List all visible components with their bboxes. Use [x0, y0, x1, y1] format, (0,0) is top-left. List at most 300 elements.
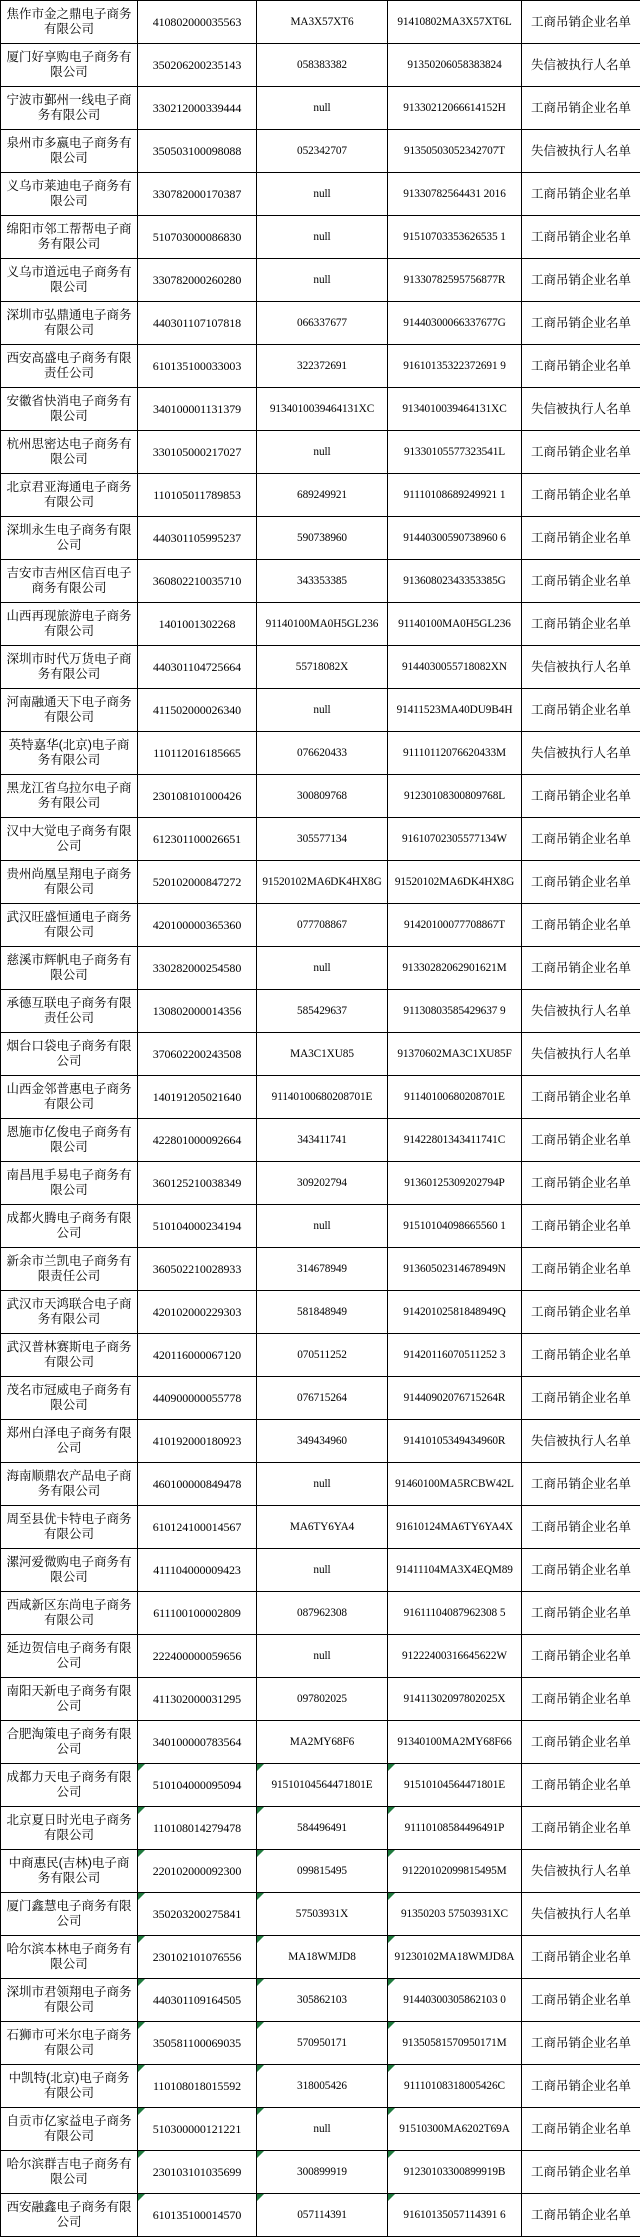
table-row[interactable] [1, 1635, 640, 1678]
cell-unified-social-credit-code[interactable]: 9134010039464131XC [388, 388, 522, 431]
cell-organization-code[interactable]: MA2MY68F6 [257, 1721, 388, 1764]
cell-organization-code[interactable]: null [257, 431, 388, 474]
cell-registration-number[interactable]: 411502000026340 [138, 689, 257, 732]
cell-organization-code[interactable]: 097802025 [257, 1678, 388, 1721]
table-row[interactable] [1, 947, 640, 990]
cell-company-name[interactable]: 茂名市冠威电子商务有限公司 [1, 1377, 138, 1420]
table-row[interactable] [1, 1592, 640, 1635]
cell-company-name[interactable]: 西安融鑫电子商务有限公司 [1, 2194, 138, 2237]
cell-organization-code[interactable]: 066337677 [257, 302, 388, 345]
cell-unified-social-credit-code[interactable]: 91411523MA40DU9B4H [388, 689, 522, 732]
cell-organization-code[interactable]: null [257, 947, 388, 990]
cell-organization-code[interactable]: 314678949 [257, 1248, 388, 1291]
cell-unified-social-credit-code[interactable]: 91330282062901621M [388, 947, 522, 990]
cell-registration-number[interactable]: 330105000217027 [138, 431, 257, 474]
cell-company-name[interactable]: 中凯特(北京)电子商务有限公司 [1, 2065, 138, 2108]
cell-organization-code[interactable]: 305577134 [257, 818, 388, 861]
cell-list-type[interactable]: 工商吊销企业名单 [522, 2151, 640, 2194]
cell-unified-social-credit-code[interactable]: 91520102MA6DK4HX8G [388, 861, 522, 904]
table-row[interactable] [1, 1205, 640, 1248]
cell-organization-code[interactable]: null [257, 87, 388, 130]
table-row[interactable] [1, 216, 640, 259]
cell-unified-social-credit-code[interactable]: 91411302097802025X [388, 1678, 522, 1721]
cell-registration-number[interactable]: 230108101000426 [138, 775, 257, 818]
table-row[interactable] [1, 1377, 640, 1420]
cell-list-type[interactable]: 工商吊销企业名单 [522, 173, 640, 216]
cell-unified-social-credit-code[interactable]: 9144030055718082XN [388, 646, 522, 689]
cell-unified-social-credit-code[interactable]: 91420116070511252 3 [388, 1334, 522, 1377]
cell-company-name[interactable]: 哈尔滨群吉电子商务有限公司 [1, 2151, 138, 2194]
cell-company-name[interactable]: 西安高盛电子商务有限责任公司 [1, 345, 138, 388]
table-row[interactable] [1, 818, 640, 861]
cell-organization-code[interactable]: null [257, 173, 388, 216]
table-row[interactable] [1, 1807, 640, 1850]
cell-unified-social-credit-code[interactable]: 91350503052342707T [388, 130, 522, 173]
cell-company-name[interactable]: 承德互联电子商务有限责任公司 [1, 990, 138, 1033]
cell-registration-number[interactable]: 440900000055778 [138, 1377, 257, 1420]
cell-list-type[interactable]: 失信被执行人名单 [522, 44, 640, 87]
table-row[interactable] [1, 2151, 640, 2194]
cell-list-type[interactable]: 工商吊销企业名单 [522, 2108, 640, 2151]
cell-organization-code[interactable]: null [257, 1463, 388, 1506]
cell-organization-code[interactable]: 052342707 [257, 130, 388, 173]
cell-unified-social-credit-code[interactable]: 91440300590738960 6 [388, 517, 522, 560]
cell-registration-number[interactable]: 110105011789853 [138, 474, 257, 517]
cell-unified-social-credit-code[interactable]: 91410105349434960R [388, 1420, 522, 1463]
cell-list-type[interactable]: 工商吊销企业名单 [522, 1764, 640, 1807]
cell-company-name[interactable]: 中商惠民(吉林)电子商务有限公司 [1, 1850, 138, 1893]
cell-company-name[interactable]: 深圳市君领翔电子商务有限公司 [1, 1979, 138, 2022]
cell-company-name[interactable]: 哈尔滨本林电子商务有限公司 [1, 1936, 138, 1979]
cell-unified-social-credit-code[interactable]: 91130803585429637 9 [388, 990, 522, 1033]
cell-organization-code[interactable]: null [257, 259, 388, 302]
table-row[interactable] [1, 2194, 640, 2237]
cell-registration-number[interactable]: 222400000059656 [138, 1635, 257, 1678]
table-row[interactable] [1, 1162, 640, 1205]
cell-list-type[interactable]: 工商吊销企业名单 [522, 1979, 640, 2022]
cell-unified-social-credit-code[interactable]: 91330782595756877R [388, 259, 522, 302]
table-row[interactable] [1, 990, 640, 1033]
cell-company-name[interactable]: 吉安市吉州区信百电子商务有限公司 [1, 560, 138, 603]
cell-company-name[interactable]: 南昌甩手易电子商务有限公司 [1, 1162, 138, 1205]
cell-company-name[interactable]: 慈溪市辉帆电子商务有限公司 [1, 947, 138, 990]
cell-company-name[interactable]: 海南顺鼎农产品电子商务有限公司 [1, 1463, 138, 1506]
cell-unified-social-credit-code[interactable]: 91230108300809768L [388, 775, 522, 818]
cell-company-name[interactable]: 黑龙江省乌拉尔电子商务有限公司 [1, 775, 138, 818]
cell-registration-number[interactable]: 360125210038349 [138, 1162, 257, 1205]
cell-organization-code[interactable]: MA18WMJD8 [257, 1936, 388, 1979]
cell-unified-social-credit-code[interactable]: 91360125309202794P [388, 1162, 522, 1205]
cell-company-name[interactable]: 英特嘉华(北京)电子商务有限公司 [1, 732, 138, 775]
table-row[interactable] [1, 1463, 640, 1506]
cell-unified-social-credit-code[interactable]: 91360802343353385G [388, 560, 522, 603]
cell-list-type[interactable]: 失信被执行人名单 [522, 732, 640, 775]
cell-company-name[interactable]: 恩施市亿俊电子商务有限公司 [1, 1119, 138, 1162]
cell-registration-number[interactable]: 370602200243508 [138, 1033, 257, 1076]
cell-organization-code[interactable]: 070511252 [257, 1334, 388, 1377]
cell-unified-social-credit-code[interactable]: 91510104098665560 1 [388, 1205, 522, 1248]
table-row[interactable] [1, 130, 640, 173]
cell-registration-number[interactable]: 360502210028933 [138, 1248, 257, 1291]
cell-registration-number[interactable]: 140191205021640 [138, 1076, 257, 1119]
cell-organization-code[interactable]: 058383382 [257, 44, 388, 87]
table-row[interactable] [1, 1764, 640, 1807]
cell-unified-social-credit-code[interactable]: 91610124MA6TY6YA4X [388, 1506, 522, 1549]
cell-company-name[interactable]: 北京夏日时光电子商务有限公司 [1, 1807, 138, 1850]
cell-unified-social-credit-code[interactable]: 91440300305862103 0 [388, 1979, 522, 2022]
cell-company-name[interactable]: 南阳天新电子商务有限公司 [1, 1678, 138, 1721]
cell-unified-social-credit-code[interactable]: 91510104564471801E [388, 1764, 522, 1807]
cell-registration-number[interactable]: 350206200235143 [138, 44, 257, 87]
cell-company-name[interactable]: 漯河爱微购电子商务有限公司 [1, 1549, 138, 1592]
cell-list-type[interactable]: 工商吊销企业名单 [522, 431, 640, 474]
cell-unified-social-credit-code[interactable]: 91420102581848949Q [388, 1291, 522, 1334]
cell-company-name[interactable]: 武汉旺盛恒通电子商务有限公司 [1, 904, 138, 947]
cell-organization-code[interactable]: 91520102MA6DK4HX8G [257, 861, 388, 904]
table-row[interactable] [1, 603, 640, 646]
cell-registration-number[interactable]: 610135100014570 [138, 2194, 257, 2237]
cell-organization-code[interactable]: null [257, 1635, 388, 1678]
cell-registration-number[interactable]: 360802210035710 [138, 560, 257, 603]
cell-unified-social-credit-code[interactable]: 91230103300899919B [388, 2151, 522, 2194]
cell-registration-number[interactable]: 420102000229303 [138, 1291, 257, 1334]
cell-registration-number[interactable]: 610124100014567 [138, 1506, 257, 1549]
cell-organization-code[interactable]: 55718082X [257, 646, 388, 689]
cell-organization-code[interactable]: MA3X57XT6 [257, 1, 388, 44]
table-row[interactable] [1, 2108, 640, 2151]
cell-company-name[interactable]: 西咸新区东尚电子商务有限公司 [1, 1592, 138, 1635]
cell-registration-number[interactable]: 110108014279478 [138, 1807, 257, 1850]
cell-registration-number[interactable]: 410802000035563 [138, 1, 257, 44]
cell-list-type[interactable]: 工商吊销企业名单 [522, 861, 640, 904]
table-row[interactable] [1, 1893, 640, 1936]
cell-list-type[interactable]: 工商吊销企业名单 [522, 345, 640, 388]
table-row[interactable] [1, 1119, 640, 1162]
cell-company-name[interactable]: 烟台口袋电子商务有限公司 [1, 1033, 138, 1076]
cell-registration-number[interactable]: 410192000180923 [138, 1420, 257, 1463]
cell-organization-code[interactable]: null [257, 689, 388, 732]
cell-unified-social-credit-code[interactable]: 91610135057114391 6 [388, 2194, 522, 2237]
cell-company-name[interactable]: 汉中大觉电子商务有限公司 [1, 818, 138, 861]
cell-unified-social-credit-code[interactable]: 91140100MA0H5GL236 [388, 603, 522, 646]
cell-unified-social-credit-code[interactable]: 91420100077708867T [388, 904, 522, 947]
cell-unified-social-credit-code[interactable]: 91110108584496491P [388, 1807, 522, 1850]
cell-company-name[interactable]: 泉州市多嬴电子商务有限公司 [1, 130, 138, 173]
cell-unified-social-credit-code[interactable]: 91460100MA5RCBW42L [388, 1463, 522, 1506]
cell-company-name[interactable]: 深圳永生电子商务有限公司 [1, 517, 138, 560]
table-row[interactable] [1, 173, 640, 216]
cell-list-type[interactable]: 工商吊销企业名单 [522, 1549, 640, 1592]
cell-registration-number[interactable]: 440301104725664 [138, 646, 257, 689]
cell-registration-number[interactable]: 340100001131379 [138, 388, 257, 431]
cell-list-type[interactable]: 工商吊销企业名单 [522, 1205, 640, 1248]
cell-list-type[interactable]: 工商吊销企业名单 [522, 818, 640, 861]
cell-list-type[interactable]: 工商吊销企业名单 [522, 1248, 640, 1291]
cell-unified-social-credit-code[interactable]: 91140100680208701E [388, 1076, 522, 1119]
cell-organization-code[interactable]: 590738960 [257, 517, 388, 560]
table-row[interactable] [1, 474, 640, 517]
table-row[interactable] [1, 1506, 640, 1549]
cell-organization-code[interactable]: 076715264 [257, 1377, 388, 1420]
cell-unified-social-credit-code[interactable]: 91422801343411741C [388, 1119, 522, 1162]
cell-list-type[interactable]: 工商吊销企业名单 [522, 1, 640, 44]
cell-company-name[interactable]: 郑州白泽电子商务有限公司 [1, 1420, 138, 1463]
cell-list-type[interactable]: 失信被执行人名单 [522, 1420, 640, 1463]
cell-unified-social-credit-code[interactable]: 91510703353626535 1 [388, 216, 522, 259]
table-row[interactable] [1, 1420, 640, 1463]
table-row[interactable] [1, 1678, 640, 1721]
cell-registration-number[interactable]: 510703000086830 [138, 216, 257, 259]
cell-organization-code[interactable]: 585429637 [257, 990, 388, 1033]
cell-unified-social-credit-code[interactable]: 91330105577323541L [388, 431, 522, 474]
cell-organization-code[interactable]: 318005426 [257, 2065, 388, 2108]
cell-registration-number[interactable]: 330212000339444 [138, 87, 257, 130]
cell-company-name[interactable]: 厦门鑫慧电子商务有限公司 [1, 1893, 138, 1936]
table-row[interactable] [1, 517, 640, 560]
cell-unified-social-credit-code[interactable]: 91350206058383824 [388, 44, 522, 87]
cell-list-type[interactable]: 工商吊销企业名单 [522, 1635, 640, 1678]
cell-unified-social-credit-code[interactable]: 91220102099815495M [388, 1850, 522, 1893]
table-row[interactable] [1, 1936, 640, 1979]
cell-unified-social-credit-code[interactable]: 91330212066614152H [388, 87, 522, 130]
cell-registration-number[interactable]: 612301100026651 [138, 818, 257, 861]
table-row[interactable] [1, 1334, 640, 1377]
cell-company-name[interactable]: 武汉普林赛斯电子商务有限公司 [1, 1334, 138, 1377]
cell-company-name[interactable]: 河南融通天下电子商务有限公司 [1, 689, 138, 732]
cell-registration-number[interactable]: 611100100002809 [138, 1592, 257, 1635]
cell-organization-code[interactable]: 584496491 [257, 1807, 388, 1850]
cell-unified-social-credit-code[interactable]: 91410802MA3X57XT6L [388, 1, 522, 44]
cell-list-type[interactable]: 工商吊销企业名单 [522, 2065, 640, 2108]
cell-registration-number[interactable]: 422801000092664 [138, 1119, 257, 1162]
cell-list-type[interactable]: 工商吊销企业名单 [522, 1463, 640, 1506]
cell-company-name[interactable]: 深圳市弘鼎通电子商务有限公司 [1, 302, 138, 345]
cell-list-type[interactable]: 失信被执行人名单 [522, 1033, 640, 1076]
cell-unified-social-credit-code[interactable]: 91330782564431 2016 [388, 173, 522, 216]
cell-list-type[interactable]: 工商吊销企业名单 [522, 1721, 640, 1764]
table-row[interactable] [1, 560, 640, 603]
table-row[interactable] [1, 259, 640, 302]
cell-list-type[interactable]: 工商吊销企业名单 [522, 517, 640, 560]
cell-company-name[interactable]: 北京君亚海通电子商务有限公司 [1, 474, 138, 517]
cell-unified-social-credit-code[interactable]: 91110108689249921 1 [388, 474, 522, 517]
table-row[interactable] [1, 302, 640, 345]
table-row[interactable] [1, 1721, 640, 1764]
cell-organization-code[interactable]: 322372691 [257, 345, 388, 388]
cell-list-type[interactable]: 工商吊销企业名单 [522, 560, 640, 603]
cell-company-name[interactable]: 延边贺信电子商务有限公司 [1, 1635, 138, 1678]
cell-registration-number[interactable]: 340100000783564 [138, 1721, 257, 1764]
cell-list-type[interactable]: 工商吊销企业名单 [522, 775, 640, 818]
cell-unified-social-credit-code[interactable]: 91440902076715264R [388, 1377, 522, 1420]
cell-list-type[interactable]: 失信被执行人名单 [522, 990, 640, 1033]
cell-unified-social-credit-code[interactable]: 91370602MA3C1XU85F [388, 1033, 522, 1076]
cell-registration-number[interactable]: 130802000014356 [138, 990, 257, 1033]
cell-registration-number[interactable]: 440301105995237 [138, 517, 257, 560]
cell-list-type[interactable]: 工商吊销企业名单 [522, 1076, 640, 1119]
cell-unified-social-credit-code[interactable]: 91222400316645622W [388, 1635, 522, 1678]
cell-unified-social-credit-code[interactable]: 91230102MA18WMJD8A [388, 1936, 522, 1979]
cell-company-name[interactable]: 深圳市时代万货电子商务有限公司 [1, 646, 138, 689]
cell-registration-number[interactable]: 350503100098088 [138, 130, 257, 173]
cell-company-name[interactable]: 成都火腾电子商务有限公司 [1, 1205, 138, 1248]
cell-list-type[interactable]: 工商吊销企业名单 [522, 259, 640, 302]
cell-organization-code[interactable]: 305862103 [257, 1979, 388, 2022]
cell-organization-code[interactable]: 57503931X [257, 1893, 388, 1936]
cell-list-type[interactable]: 工商吊销企业名单 [522, 904, 640, 947]
cell-registration-number[interactable]: 330782000170387 [138, 173, 257, 216]
table-row[interactable] [1, 44, 640, 87]
cell-list-type[interactable]: 失信被执行人名单 [522, 1850, 640, 1893]
cell-unified-social-credit-code[interactable]: 91350581570950171M [388, 2022, 522, 2065]
cell-registration-number[interactable]: 230102101076556 [138, 1936, 257, 1979]
cell-registration-number[interactable]: 520102000847272 [138, 861, 257, 904]
cell-organization-code[interactable]: 581848949 [257, 1291, 388, 1334]
cell-organization-code[interactable]: 309202794 [257, 1162, 388, 1205]
table-row[interactable] [1, 1033, 640, 1076]
cell-list-type[interactable]: 工商吊销企业名单 [522, 1334, 640, 1377]
cell-unified-social-credit-code[interactable]: 91411104MA3X4EQM89 [388, 1549, 522, 1592]
table-row[interactable] [1, 87, 640, 130]
cell-organization-code[interactable]: 349434960 [257, 1420, 388, 1463]
cell-organization-code[interactable]: 076620433 [257, 732, 388, 775]
cell-registration-number[interactable]: 330782000260280 [138, 259, 257, 302]
table-row[interactable] [1, 2022, 640, 2065]
cell-list-type[interactable]: 工商吊销企业名单 [522, 1377, 640, 1420]
cell-list-type[interactable]: 失信被执行人名单 [522, 130, 640, 173]
cell-list-type[interactable]: 工商吊销企业名单 [522, 87, 640, 130]
table-row[interactable] [1, 1850, 640, 1893]
cell-registration-number[interactable]: 330282000254580 [138, 947, 257, 990]
cell-list-type[interactable]: 工商吊销企业名单 [522, 1119, 640, 1162]
table-row[interactable] [1, 904, 640, 947]
table-row[interactable] [1, 1979, 640, 2022]
cell-list-type[interactable]: 工商吊销企业名单 [522, 1807, 640, 1850]
table-row[interactable] [1, 732, 640, 775]
table-row[interactable] [1, 345, 640, 388]
cell-list-type[interactable]: 工商吊销企业名单 [522, 2194, 640, 2237]
cell-list-type[interactable]: 工商吊销企业名单 [522, 947, 640, 990]
cell-registration-number[interactable]: 411104000009423 [138, 1549, 257, 1592]
cell-company-name[interactable]: 周至县优卡特电子商务有限公司 [1, 1506, 138, 1549]
cell-registration-number[interactable]: 510300000121221 [138, 2108, 257, 2151]
cell-organization-code[interactable]: null [257, 1205, 388, 1248]
cell-registration-number[interactable]: 350203200275841 [138, 1893, 257, 1936]
cell-registration-number[interactable]: 230103101035699 [138, 2151, 257, 2194]
table-row[interactable] [1, 646, 640, 689]
cell-organization-code[interactable]: 9134010039464131XC [257, 388, 388, 431]
cell-company-name[interactable]: 杭州思密达电子商务有限公司 [1, 431, 138, 474]
cell-list-type[interactable]: 失信被执行人名单 [522, 646, 640, 689]
table-row[interactable] [1, 861, 640, 904]
cell-company-name[interactable]: 成都力天电子商务有限公司 [1, 1764, 138, 1807]
cell-list-type[interactable]: 工商吊销企业名单 [522, 216, 640, 259]
cell-list-type[interactable]: 工商吊销企业名单 [522, 2022, 640, 2065]
cell-organization-code[interactable]: 91140100MA0H5GL236 [257, 603, 388, 646]
cell-list-type[interactable]: 工商吊销企业名单 [522, 1592, 640, 1635]
cell-list-type[interactable]: 工商吊销企业名单 [522, 302, 640, 345]
cell-registration-number[interactable]: 420116000067120 [138, 1334, 257, 1377]
cell-unified-social-credit-code[interactable]: 91360502314678949N [388, 1248, 522, 1291]
cell-unified-social-credit-code[interactable]: 91610702305577134W [388, 818, 522, 861]
table-row[interactable] [1, 1549, 640, 1592]
table-row[interactable] [1, 1, 640, 44]
cell-company-name[interactable]: 自贡市亿家益电子商务有限公司 [1, 2108, 138, 2151]
cell-organization-code[interactable]: MA3C1XU85 [257, 1033, 388, 1076]
cell-organization-code[interactable]: 689249921 [257, 474, 388, 517]
cell-unified-social-credit-code[interactable]: 91340100MA2MY68F66 [388, 1721, 522, 1764]
cell-company-name[interactable]: 义乌市道远电子商务有限公司 [1, 259, 138, 302]
cell-organization-code[interactable]: null [257, 216, 388, 259]
cell-organization-code[interactable]: 077708867 [257, 904, 388, 947]
cell-organization-code[interactable]: 300899919 [257, 2151, 388, 2194]
cell-unified-social-credit-code[interactable]: 91611104087962308 5 [388, 1592, 522, 1635]
cell-unified-social-credit-code[interactable]: 91440300066337677G [388, 302, 522, 345]
table-row[interactable] [1, 1076, 640, 1119]
cell-company-name[interactable]: 合肥淘策电子商务有限公司 [1, 1721, 138, 1764]
cell-registration-number[interactable]: 510104000095094 [138, 1764, 257, 1807]
cell-company-name[interactable]: 贵州尚凰呈翔电子商务有限公司 [1, 861, 138, 904]
cell-organization-code[interactable]: 057114391 [257, 2194, 388, 2237]
table-row[interactable] [1, 775, 640, 818]
cell-list-type[interactable]: 工商吊销企业名单 [522, 1936, 640, 1979]
table-row[interactable] [1, 2065, 640, 2108]
cell-list-type[interactable]: 失信被执行人名单 [522, 1893, 640, 1936]
cell-company-name[interactable]: 绵阳市邻工帮帮电子商务有限公司 [1, 216, 138, 259]
cell-list-type[interactable]: 工商吊销企业名单 [522, 603, 640, 646]
cell-organization-code[interactable]: 91510104564471801E [257, 1764, 388, 1807]
cell-list-type[interactable]: 工商吊销企业名单 [522, 689, 640, 732]
cell-registration-number[interactable]: 510104000234194 [138, 1205, 257, 1248]
cell-company-name[interactable]: 安徽省快消电子商务有限公司 [1, 388, 138, 431]
cell-company-name[interactable]: 石狮市可米尔电子商务有限公司 [1, 2022, 138, 2065]
cell-list-type[interactable]: 工商吊销企业名单 [522, 1291, 640, 1334]
cell-list-type[interactable]: 工商吊销企业名单 [522, 1162, 640, 1205]
cell-unified-social-credit-code[interactable]: 91110112076620433M [388, 732, 522, 775]
cell-list-type[interactable]: 工商吊销企业名单 [522, 1678, 640, 1721]
table-row[interactable] [1, 431, 640, 474]
cell-organization-code[interactable]: MA6TY6YA4 [257, 1506, 388, 1549]
cell-registration-number[interactable]: 440301107107818 [138, 302, 257, 345]
cell-registration-number[interactable]: 110112016185665 [138, 732, 257, 775]
cell-unified-social-credit-code[interactable]: 91110108318005426C [388, 2065, 522, 2108]
cell-company-name[interactable]: 山西再现旅游电子商务有限公司 [1, 603, 138, 646]
cell-company-name[interactable]: 义乌市莱迪电子商务有限公司 [1, 173, 138, 216]
cell-registration-number[interactable]: 610135100033003 [138, 345, 257, 388]
cell-unified-social-credit-code[interactable]: 91610135322372691 9 [388, 345, 522, 388]
cell-organization-code[interactable]: 087962308 [257, 1592, 388, 1635]
cell-registration-number[interactable]: 350581100069035 [138, 2022, 257, 2065]
cell-registration-number[interactable]: 460100000849478 [138, 1463, 257, 1506]
cell-company-name[interactable]: 山西金邻普惠电子商务有限公司 [1, 1076, 138, 1119]
cell-company-name[interactable]: 焦作市金之鼎电子商务有限公司 [1, 1, 138, 44]
cell-unified-social-credit-code[interactable]: 91350203 57503931XC [388, 1893, 522, 1936]
cell-company-name[interactable]: 宁波市鄞州一线电子商务有限公司 [1, 87, 138, 130]
cell-registration-number[interactable]: 411302000031295 [138, 1678, 257, 1721]
cell-list-type[interactable]: 工商吊销企业名单 [522, 474, 640, 517]
cell-registration-number[interactable]: 440301109164505 [138, 1979, 257, 2022]
cell-list-type[interactable]: 工商吊销企业名单 [522, 1506, 640, 1549]
cell-organization-code[interactable]: 570950171 [257, 2022, 388, 2065]
cell-organization-code[interactable]: 099815495 [257, 1850, 388, 1893]
cell-unified-social-credit-code[interactable]: 91510300MA6202T69A [388, 2108, 522, 2151]
cell-company-name[interactable]: 武汉市天鸿联合电子商务有限公司 [1, 1291, 138, 1334]
cell-organization-code[interactable]: null [257, 2108, 388, 2151]
table-row[interactable] [1, 689, 640, 732]
cell-company-name[interactable]: 新余市兰凯电子商务有限责任公司 [1, 1248, 138, 1291]
cell-registration-number[interactable]: 110108018015592 [138, 2065, 257, 2108]
cell-organization-code[interactable]: null [257, 1549, 388, 1592]
